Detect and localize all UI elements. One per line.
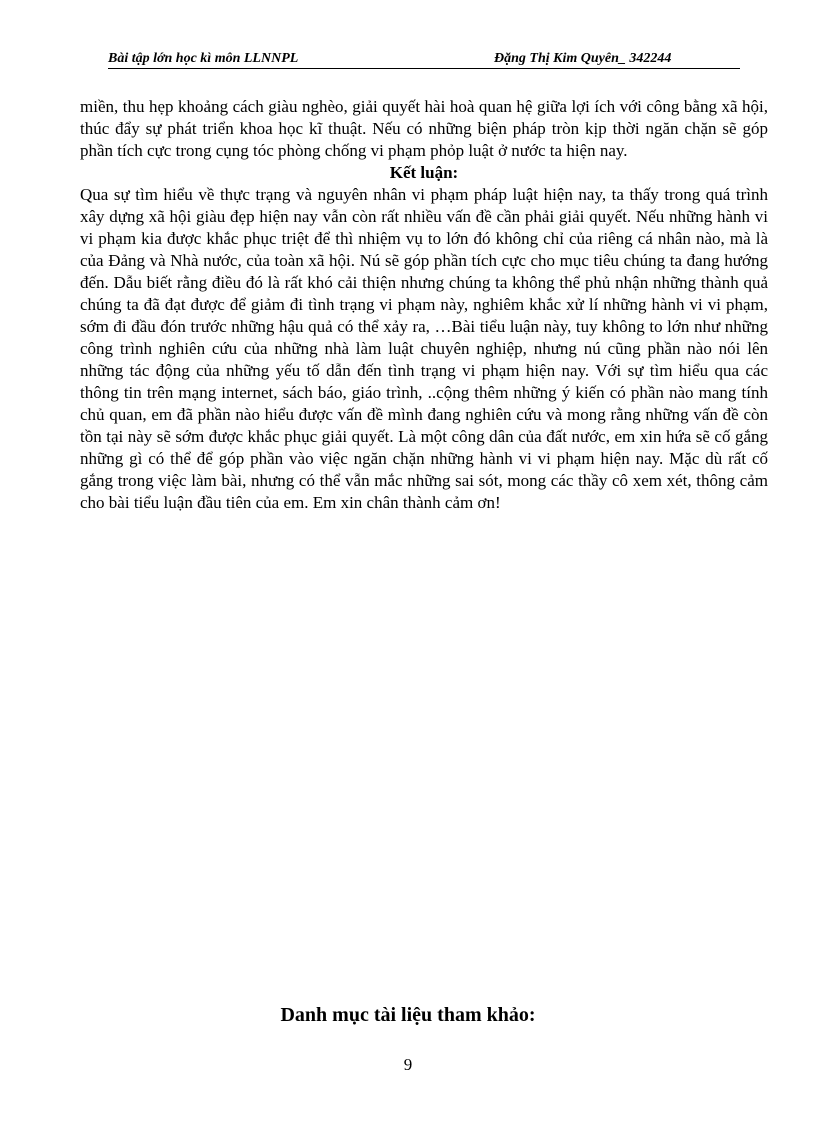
conclusion-paragraph: Qua sự tìm hiểu về thực trạng và nguyên nhân vi phạm pháp luật hiện nay, ta thấy trong quá trình xây dựng xã hội giàu đẹp hiện nay vẫn còn rất nhiều vấn đề cần phải giải quyết. Nếu những hành vi vi phạm kia được khắc phục triệt để thì nhiệm vụ to lớn đó không chỉ của riêng cá nhân nào, mà là của Đảng và Nhà nước, của toàn xã hội. Nú sẽ góp phần tích cực cho mục tiêu chúng ta đang hướng đến. Dẫu biết rằng điều đó là rất khó cải thiện nhưng chúng ta không thể phủ nhận những thành quả chúng ta đã đạt được để giảm đi tình trạng vi phạm này, nghiêm khắc xử lí những hành vi vi phạm, sớm đi đầu đón trước những hậu quả có thể xảy ra, …Bài tiểu luận này, tuy không to lớn như những công trình nghiên cứu của những nhà làm luật chuyên nghiệp, nhưng nú cũng phần nào nói lên những tác động của những yếu tố dẫn đến tình trạng vi phạm hiện nay. Với sự tìm hiểu qua các thông tin trên mạng internet, sách báo, giáo trình, ..cộng thêm những ý kiến có phần nào mang tính chủ quan, em đã phần nào hiểu được vấn đề mình đang nghiên cứu và mong rằng những vấn đề còn tồn tại này sẽ sớm được khắc phục giải quyết. Là một công dân của đất nước, em xin hứa sẽ cố gắng những gì có thể để góp phần vào việc ngăn chặn những hành vi vi phạm hiện nay. Mặc dù rất cố gắng trong việc làm bài, nhưng có thể vẫn mắc những sai sót, mong các thầy cô xem xét, thông cảm cho bài tiểu luận đầu tiên của em. Em xin chân thành cảm ơn! — [80, 185, 768, 512]
page-number: 9 — [403, 1055, 413, 1074]
references-title: Danh mục tài liệu tham khảo: — [280, 1004, 536, 1026]
document-body — [80, 96, 768, 514]
page-header — [108, 50, 740, 69]
conclusion-heading: Kết luận: — [389, 163, 459, 182]
header-course-title: Bài tập lớn học kì môn LLNNPL — [108, 51, 299, 66]
header-author: Đặng Thị Kim Quyên_ 342244 — [494, 51, 672, 66]
intro-paragraph: miền, thu hẹp khoảng cách giàu nghèo, giải quyết hài hoà quan hệ giữa lợi ích với công bằng xã hội, thúc đẩy sự phát triển khoa học kĩ thuật. Nếu có những biện pháp tròn kịp thời ngăn chặn sẽ góp phần tích cực trong cụng tóc phòng chống vi phạm phỏp luật ở nước ta hiện nay. — [80, 97, 768, 160]
